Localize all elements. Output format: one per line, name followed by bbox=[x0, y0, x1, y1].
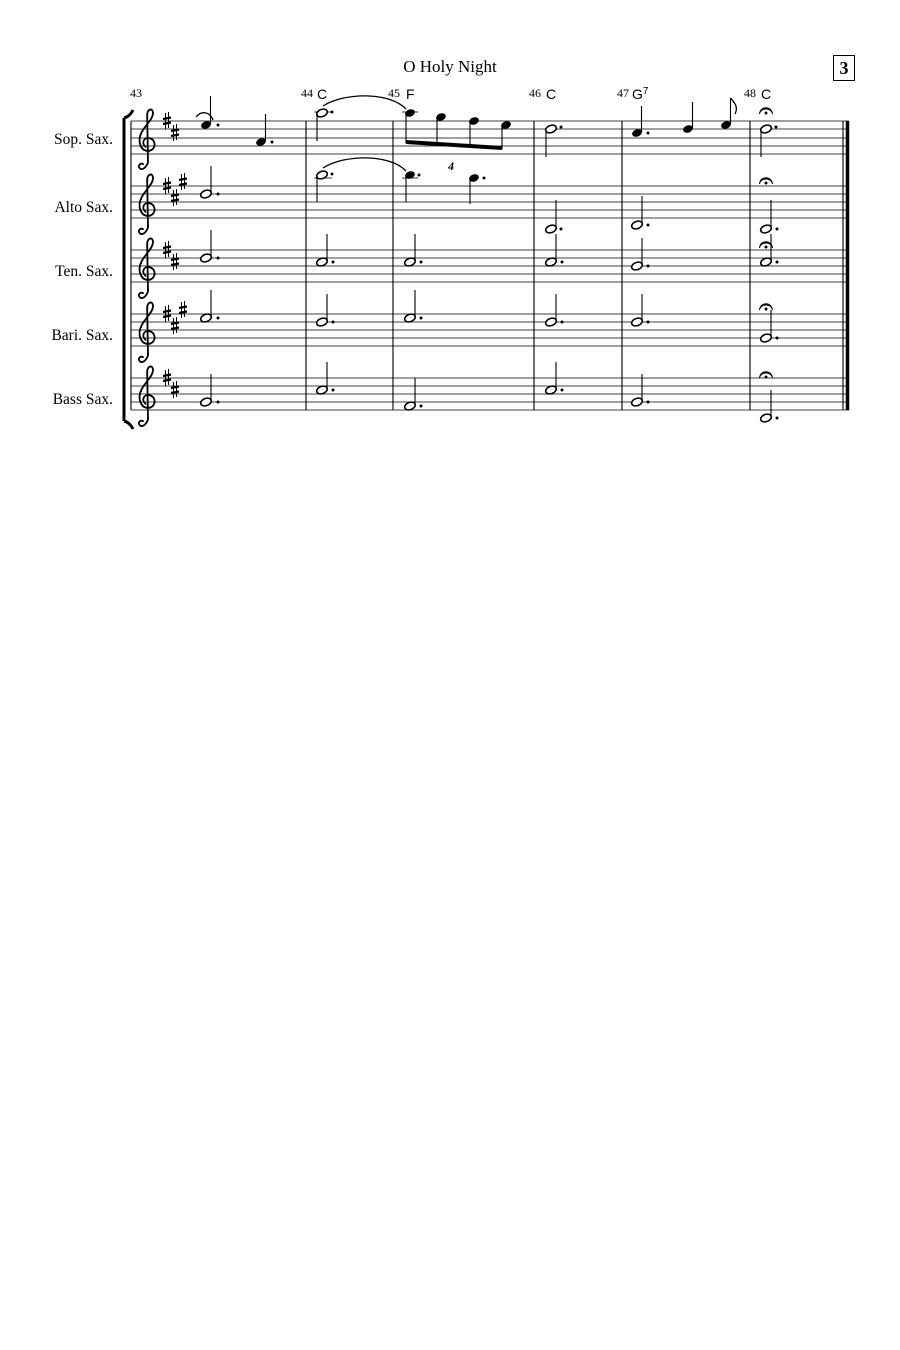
key-signature-alto bbox=[163, 173, 187, 206]
chord-symbol: F bbox=[406, 86, 415, 102]
measure-number: 47 bbox=[617, 86, 629, 100]
fermata-icon bbox=[759, 177, 773, 184]
measure-number: 45 bbox=[388, 86, 400, 100]
measure-number: 44 bbox=[301, 86, 313, 100]
notes-soprano bbox=[196, 96, 778, 157]
treble-clef-icon bbox=[139, 238, 155, 298]
treble-clef-icon bbox=[139, 109, 155, 169]
tuplet-number: 4 bbox=[448, 159, 454, 173]
page-title: O Holy Night bbox=[403, 57, 497, 76]
instrument-label-bass: Bass Sax. bbox=[52, 391, 113, 408]
page-number: 3 bbox=[833, 55, 855, 81]
staff-bass bbox=[131, 378, 849, 410]
chord-symbol: C bbox=[317, 86, 328, 102]
instrument-label-baritone: Bari. Sax. bbox=[51, 327, 113, 344]
chord-symbol: C bbox=[761, 86, 772, 102]
notes-alto bbox=[200, 158, 779, 234]
chord-symbol: $G^7$ bbox=[632, 86, 649, 102]
key-signature-soprano bbox=[163, 112, 179, 141]
system-bracket bbox=[124, 110, 133, 429]
chord-symbol: C bbox=[546, 86, 557, 102]
notes-tenor bbox=[200, 230, 779, 271]
instrument-label-tenor: Ten. Sax. bbox=[55, 263, 113, 280]
measure-number: 43 bbox=[130, 86, 142, 100]
notes-bass bbox=[200, 362, 779, 423]
treble-clef-icon bbox=[139, 174, 155, 234]
instrument-label-alto: Alto Sax. bbox=[54, 199, 113, 216]
staff-baritone bbox=[131, 314, 849, 346]
measure-number: 48 bbox=[744, 86, 756, 100]
notes-baritone bbox=[200, 290, 779, 343]
key-signature-baritone bbox=[163, 301, 187, 334]
fermata-icon bbox=[759, 371, 773, 378]
instrument-label-soprano: Sop. Sax. bbox=[54, 131, 113, 148]
barlines bbox=[131, 121, 843, 410]
treble-clef-icon bbox=[139, 302, 155, 362]
staff-alto bbox=[131, 186, 849, 218]
measure-number: 46 bbox=[529, 86, 541, 100]
fermata-icon bbox=[759, 107, 773, 114]
fermata-icon bbox=[759, 303, 773, 310]
treble-clef-icon bbox=[139, 366, 155, 426]
staff-tenor bbox=[131, 250, 849, 282]
